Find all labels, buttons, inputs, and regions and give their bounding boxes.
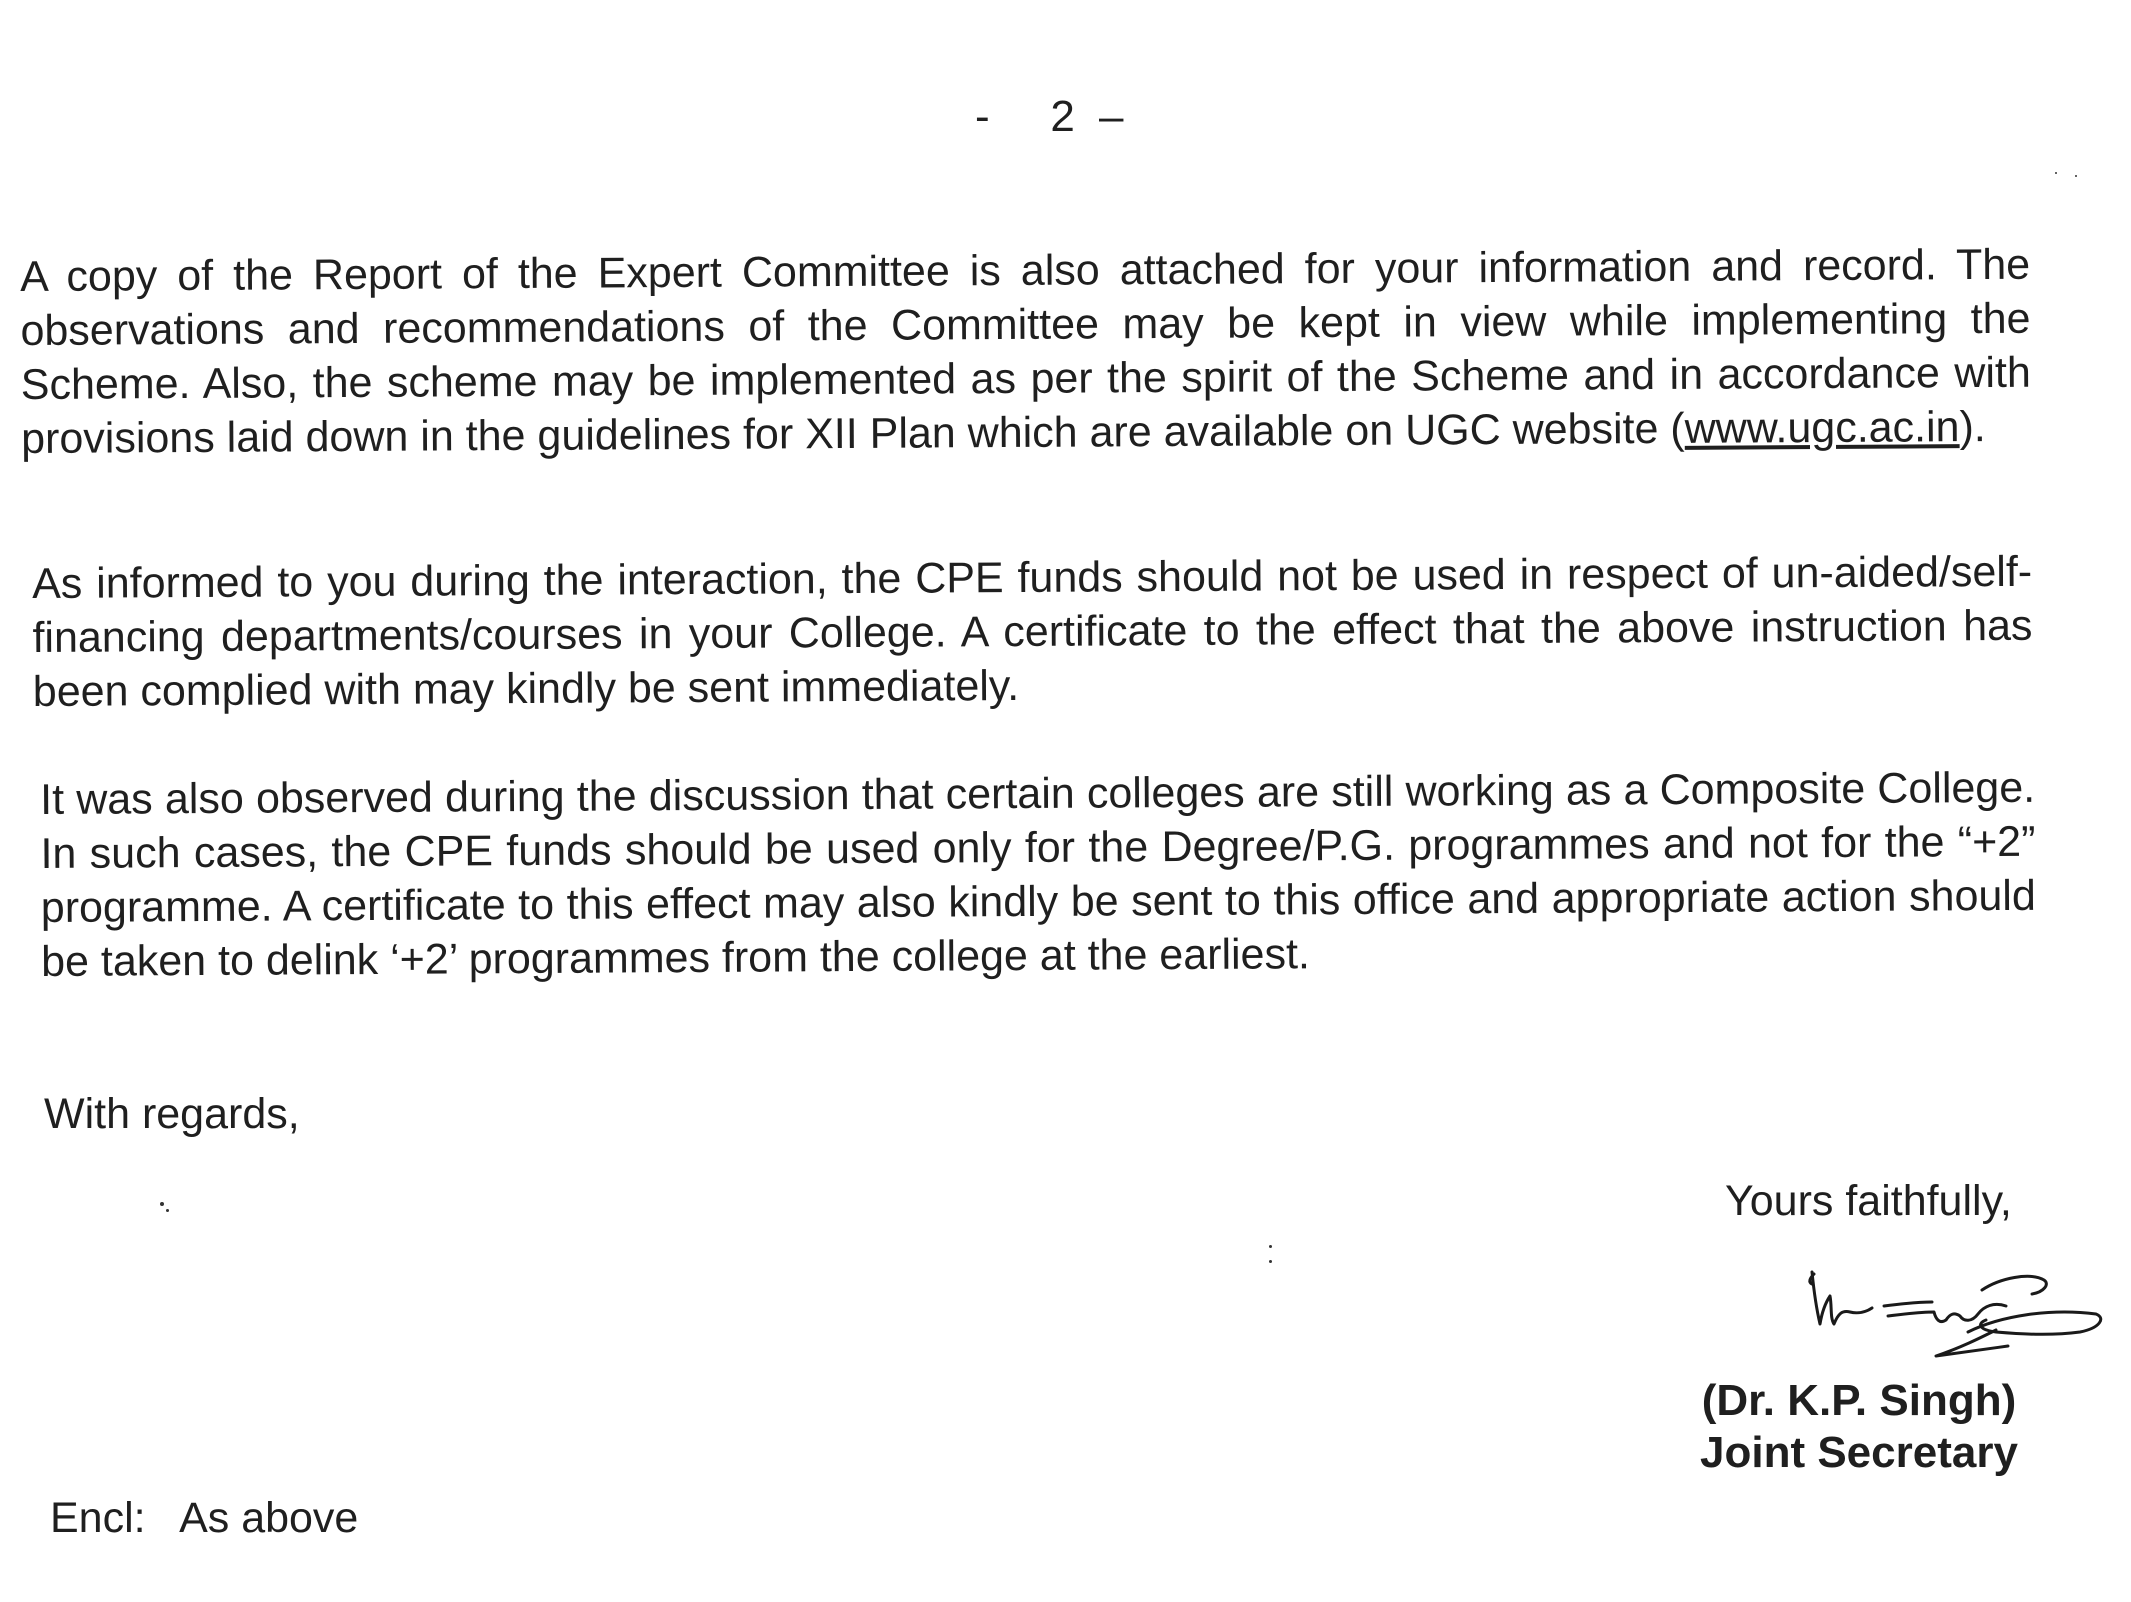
paragraph-expert-committee-report	[20, 238, 2031, 466]
signatory-name: (Dr. K.P. Singh)	[1701, 1376, 2017, 1425]
scan-speck	[1269, 1245, 1272, 1248]
scan-speck	[2055, 172, 2057, 174]
paragraph-composite-college: It was also observed during the discussion that certain colleges are still working as a Composite College. In such cases, the CPE funds should be used only for the Degree/P.G. programmes and not for the “+2” programme. A certificate to this effect may also kindly be sent to this office and appropriate action should be taken to delink ‘+2’ programmes from the college at the earliest.	[40, 763, 2036, 986]
paragraph-text: A copy of the Report of the Expert Committee is also attached for your information and record. The observations and recommendations of the Committee may be kept in view while implementing the Scheme. Also, the scheme may be implemented as per the spirit of the Scheme and in accordance with provisions laid down in the guidelines for XII Plan which are available on UGC website (	[20, 240, 2031, 463]
regards-line: With regards,	[44, 1090, 300, 1138]
ugc-website-link[interactable]: www.ugc.ac.in	[1684, 403, 1960, 453]
signatory-block	[1700, 1375, 2018, 1479]
page-number: - 2 –	[975, 92, 1130, 141]
paragraph-cpe-funds-unaided: As informed to you during the interaction, the CPE funds should not be used in respect of un-aided/self-financing departments/courses in your College. A certificate to the effect that the above instruction has been complied with may kindly be sent immediately.	[32, 547, 2033, 716]
signatory-title: Joint Secretary	[1700, 1428, 2018, 1477]
scan-speck	[2075, 175, 2077, 177]
paragraph-text-end: ).	[1959, 402, 1986, 452]
signature-image	[1800, 1262, 2110, 1372]
scan-speck	[1269, 1260, 1272, 1263]
closing-line: Yours faithfully,	[1725, 1177, 2012, 1225]
scan-speck	[166, 1209, 169, 1212]
scan-speck	[160, 1202, 164, 1206]
enclosure-line: Encl: As above	[50, 1494, 359, 1542]
